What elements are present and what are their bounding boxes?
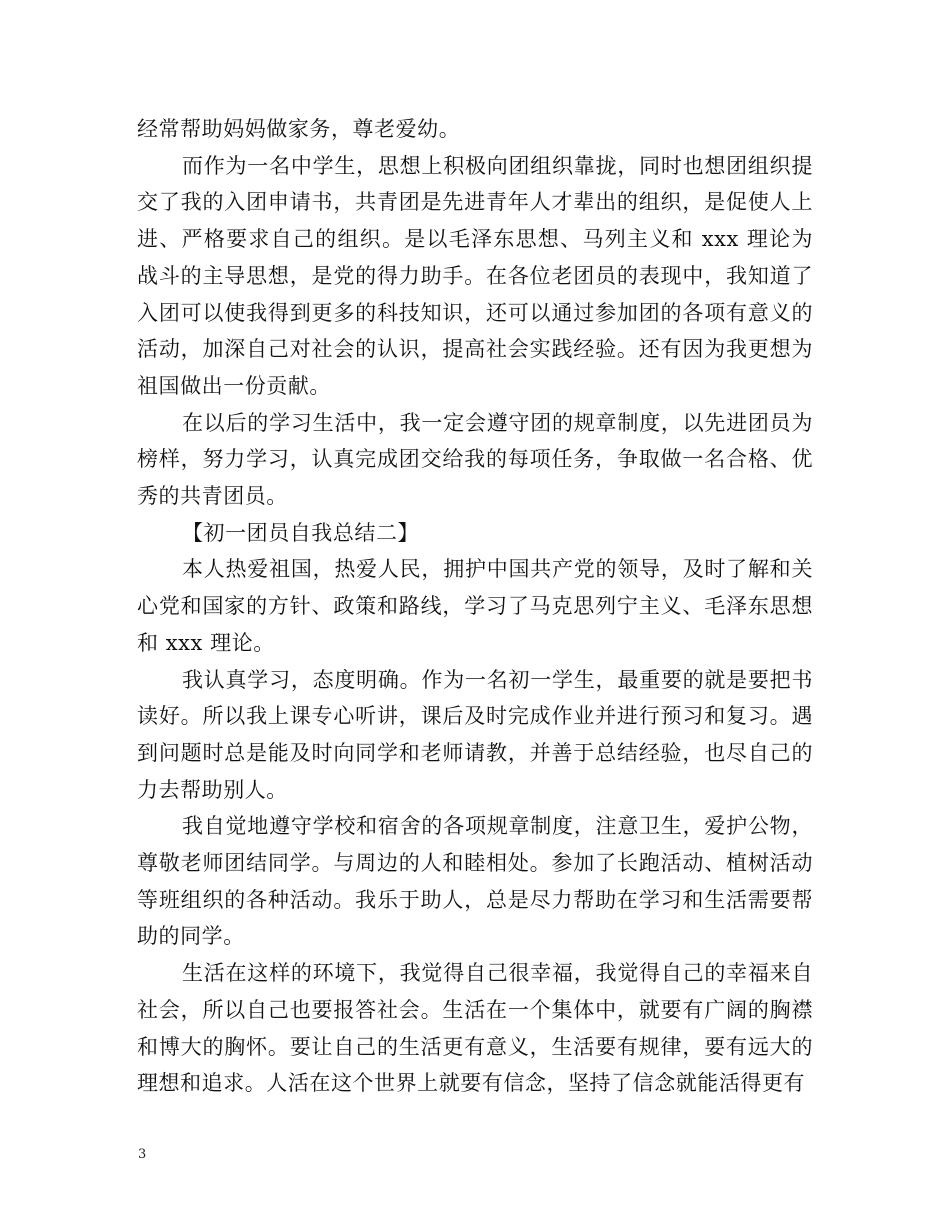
paragraph-3: 在以后的学习生活中，我一定会遵守团的规章制度，以先进团员为榜样，努力学习，认真完成团交给我的每项任务，争取做一名合格、优秀的共青团员。 <box>137 410 813 509</box>
paragraph-6: 我自觉地遵守学校和宿舍的各项规章制度，注意卫生，爱护公物，尊敬老师团结同学。与周边的人和睦相处。参加了长跑活动、植树活动等班组织的各种活动。我乐于助人，总是尽力帮助在学习和生活需要帮助的同学。 <box>137 814 813 949</box>
paragraph-1: 经常帮助妈妈做家务，尊老爱幼。 <box>137 117 461 141</box>
paragraph-4: 本人热爱祖国，热爱人民，拥护中国共产党的领导，及时了解和关心党和国家的方针、政策和路线，学习了马克思列宁主义、毛泽东思想和 xxx 理论。 <box>137 557 813 655</box>
paragraph-5: 我认真学习，态度明确。作为一名初一学生，最重要的就是要把书读好。所以我上课专心听讲，课后及时完成作业并进行预习和复习。遇到问题时总是能及时向同学和老师请教，并善于总结经验，也尽自己的力去帮助别人。 <box>137 667 813 802</box>
paragraph-2: 而作为一名中学生，思想上积极向团组织靠拢，同时也想团组织提交了我的入团申请书，共青团是先进青年人才辈出的组织，是促使人上进、严格要求自己的组织。是以毛泽东思想、马列主义和 xxx 理论为战斗的主导思想，是党的得力助手。在各位老团员的表现中，我知道了入团可以使我得到更多的科技知识，还可以通过参加团的各项有意义的活动，加深自己对社会的认识，提高社会实践经验。还有因为我更想为祖国做出一份贡献。 <box>137 153 813 398</box>
body-text <box>137 111 813 1102</box>
paragraph-7: 生活在这样的环境下，我觉得自己很幸福，我觉得自己的幸福来自社会，所以自己也要报答社会。生活在一个集体中，就要有广阔的胸襟和博大的胸怀。要让自己的生活更有意义，生活要有规律，要有远大的理想和追求。人活在这个世界上就要有信念，坚持了信念就能活得更有 <box>137 961 813 1096</box>
page-number: 3 <box>138 1147 147 1162</box>
section-heading: 【初一团员自我总结二】 <box>182 520 420 545</box>
